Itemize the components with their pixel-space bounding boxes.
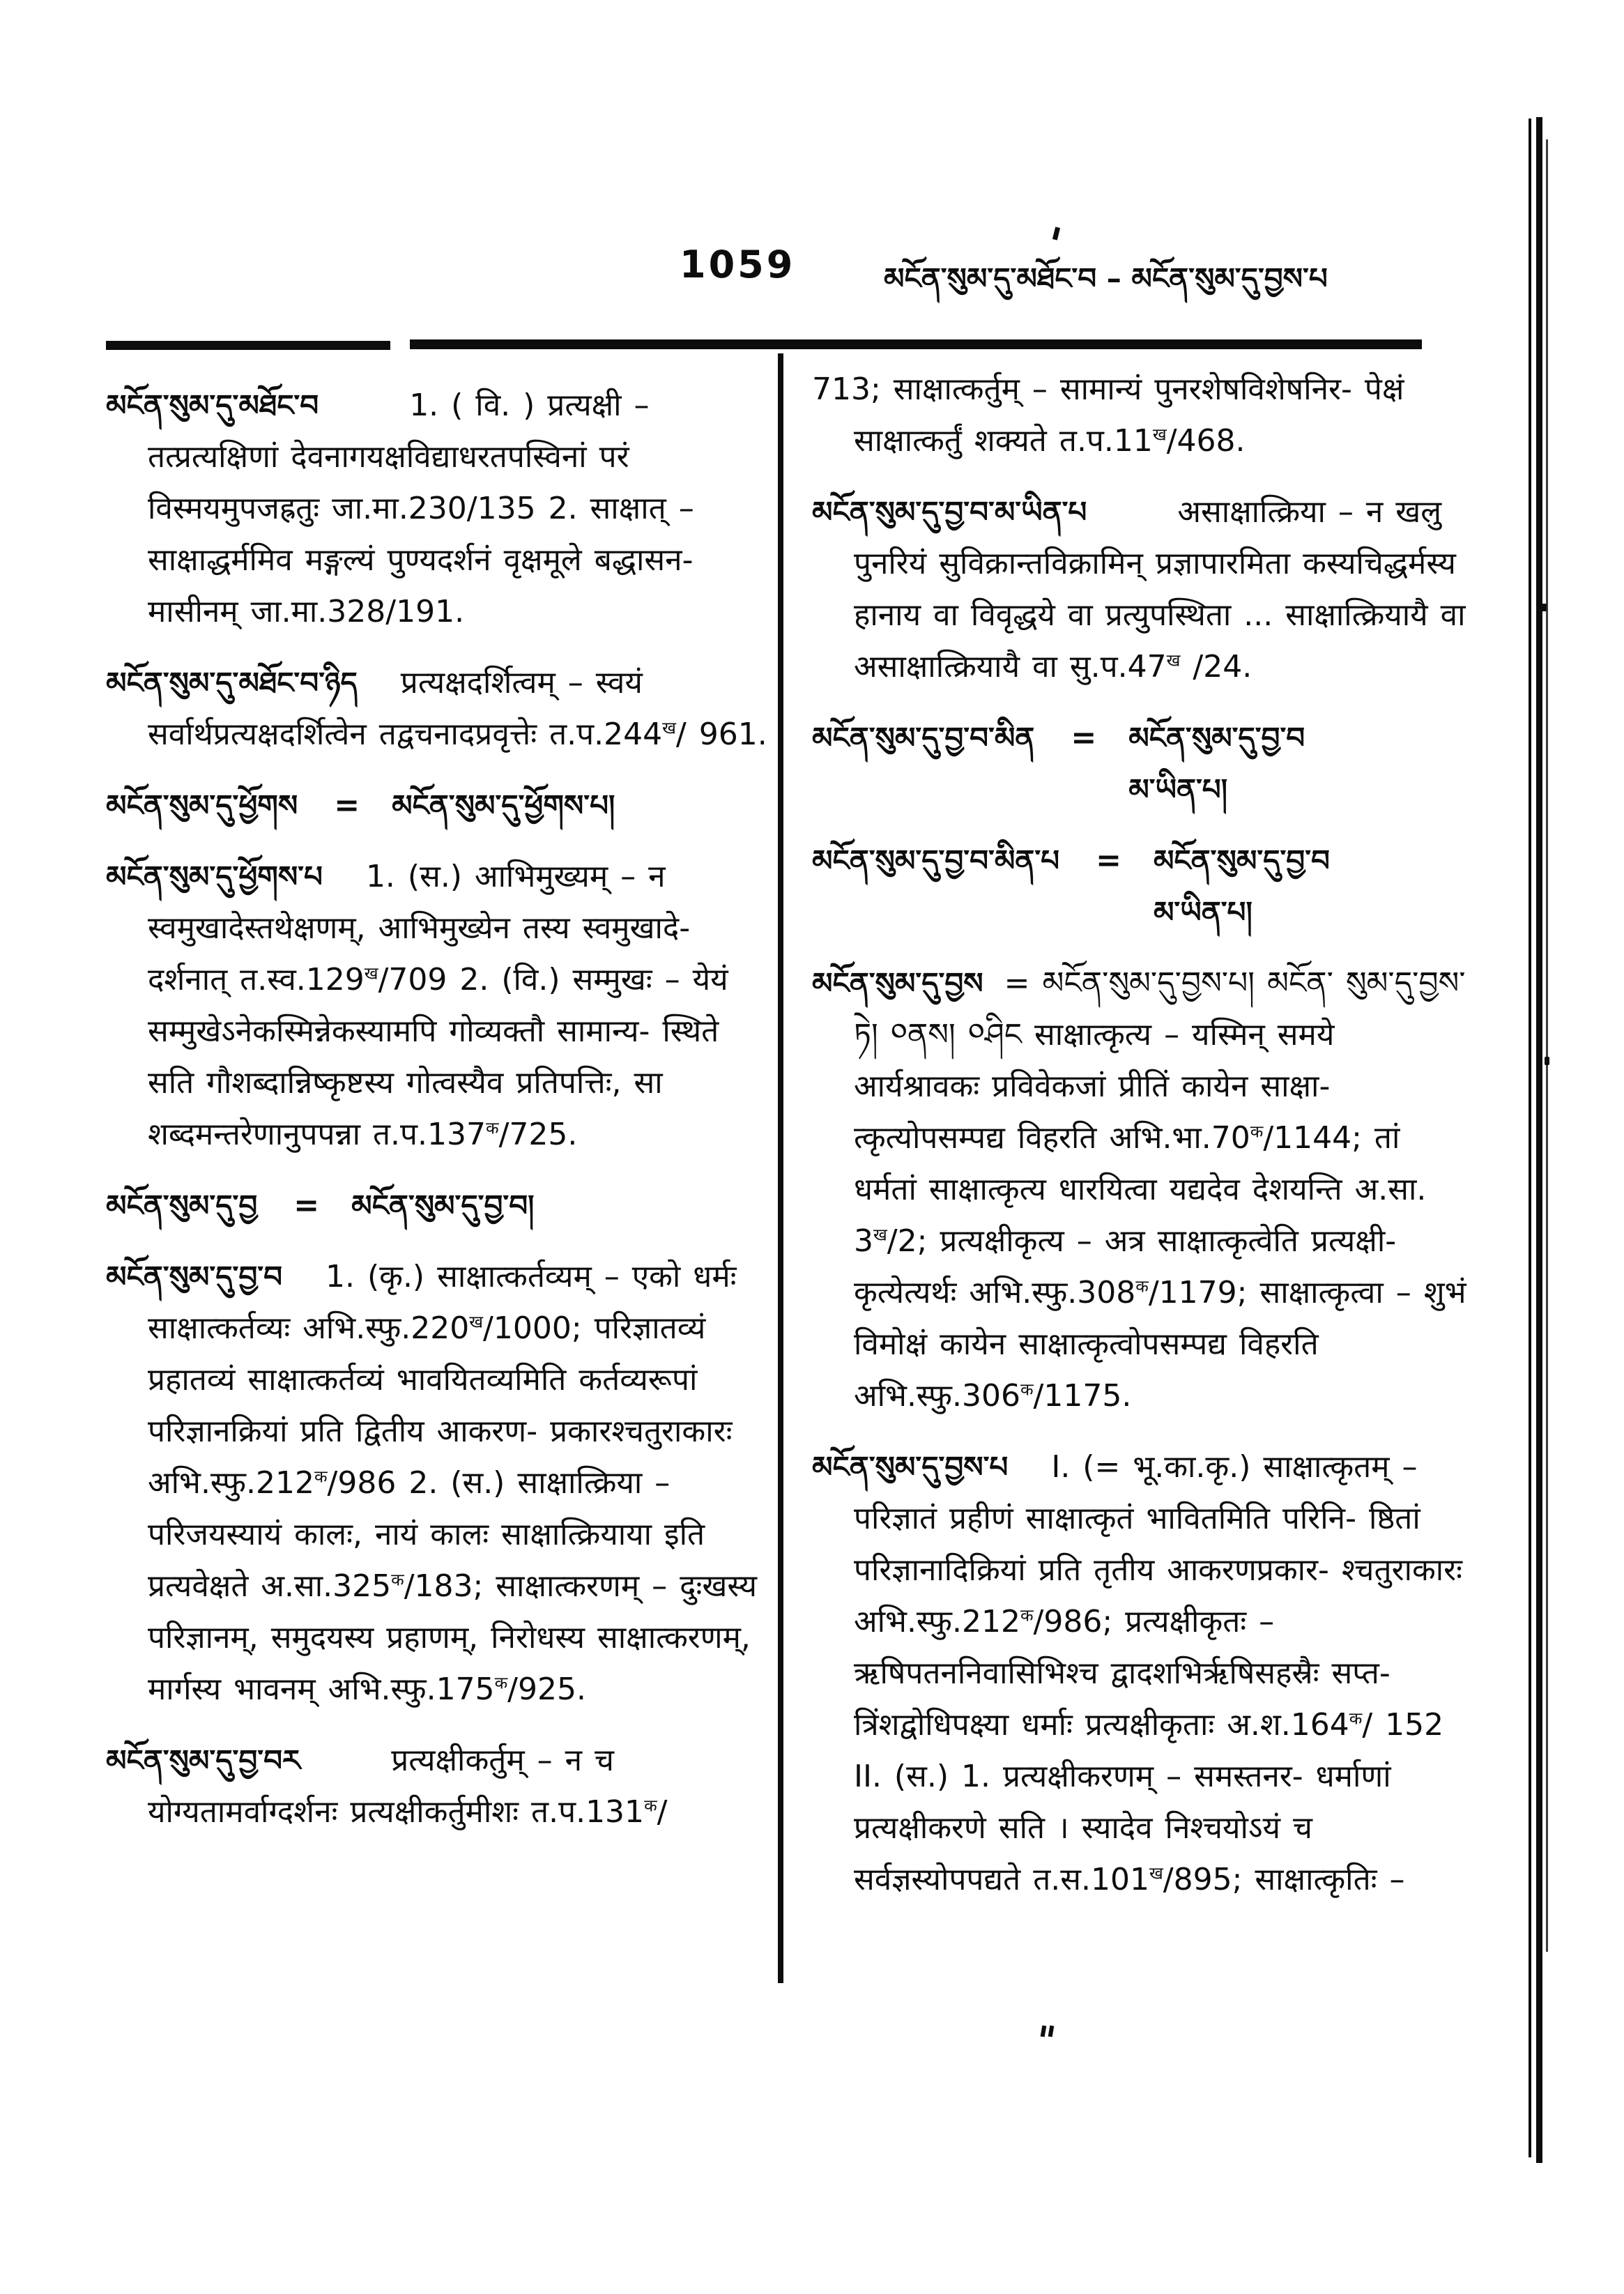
tibetan-headword: མངོན་སུམ་དུ་བྱས: [812, 966, 983, 1000]
entry-definition: 1. ( वि. ) प्रत्यक्षी – तत्प्रत्यक्षिणां देवनागयक्षविद्याधरतपस्विनां परं विस्मयमुपजह्रतुः जा.मा.230/135 2. साक्षात् – साक्षाद्धर्ममिव मङ्गल्यं पुण्यदर्शनं वृक्षमूले बद्धासन- मासीनम् जा.मा.328/191.: [148, 388, 694, 629]
running-head: མངོན་སུམ་དུ་མཐོང་བ – མངོན་སུམ་དུ་བྱས་པ: [884, 261, 1328, 296]
equals-sign: =: [1096, 843, 1121, 878]
entry-definition: प्रत्यक्षीकर्तुम् – न च योग्यतामर्वाग्दर्शनः प्रत्यक्षीकर्तुमीशः $त.प.131^क/$: [148, 1743, 668, 1830]
scan-artifact: [1048, 2026, 1055, 2037]
cross-reference: མངོན་སུམ་དུ་བྱ་བ མ་ཡིན་པ།: [1128, 721, 1305, 806]
tibetan-headword: མངོན་སུམ་དུ་བྱ་བ: [106, 1260, 283, 1294]
tibetan-headword: མངོན་སུམ་དུ་བྱ: [106, 1188, 258, 1223]
right-column: [812, 364, 1471, 1925]
column-divider: [778, 353, 783, 1983]
entry-definition: 1. (स.) आभिमुख्यम् – न स्वमुखादेस्तथेक्षणम्, आभिमुख्येन तस्य स्वमुखादे- दर्शनात् $त.स्व.129^ख/709$ 2. (वि.) सम्मुखः – येयं सम्मुखेऽनेकस्मिन्नेकस्यामपि गोव्यक्तौ सामान्य- स्थिते सति गौशब्दान्निष्कृष्टस्य गोत्वस्यैव प्रतिपत्तिः, सा शब्दमन्तरेणानुपपन्ना $त.प.137^क/725$.: [148, 859, 728, 1152]
page-edge-line: [1529, 118, 1531, 2157]
tibetan-headword: མངོན་སུམ་དུ་མཐོང་བ: [106, 388, 319, 422]
dictionary-entry: [106, 380, 769, 638]
dictionary-entry: [106, 1735, 769, 1838]
tibetan-headword: མངོན་སུམ་དུ་མཐོང་བ་ཉིད: [106, 666, 358, 700]
left-column: [106, 380, 769, 1858]
page-edge-line: [1536, 117, 1542, 2163]
equals-sign: =: [334, 788, 360, 823]
entry-definition: = མངོན་སུམ་དུ་བྱས་པ། མངོན་ སུམ་དུ་བྱས་ཏེ། ༠ནས། ༠ཤིང साक्षात्कृत्य – यस्मिन् समये आर्यश्रावकः प्रविवेकजां प्रीतिं कायेन साक्षा- त्कृत्योपसम्पद्य विहरति $अभि.भा.70^क/1144$; तां धर्मतां साक्षात्कृत्य धारयित्वा यद्यदेव देशयन्ति अ.सा. $3^ख/2$; प्रत्यक्षीकृत्य – अत्र साक्षात्कृत्वेति प्रत्यक्षी- कृत्येत्यर्थः $अभि.स्फु.308^क/1179$; साक्षात्कृत्वा – शुभं विमोक्षं कायेन साक्षात्कृत्वोपसम्पद्य विहरति $अभि.स्फु.306^क/1175$.: [854, 965, 1466, 1414]
entry-definition: I. (= भू.का.कृ.) साक्षात्कृतम् – परिज्ञातं प्रहीणं साक्षात्कृतं भावितमिति परिनि- ष्ठितां परिज्ञानादिक्रियां प्रति तृतीय आकरणप्रकार- श्चतुराकारः $अभि.स्फु.212^क/986$; प्रत्यक्षीकृतः – ऋषिपतननिवासिभिश्च द्वादशभिर्ऋषिसहस्रैः सप्त- त्रिंशद्वोधिपक्ष्या धर्माः प्रत्यक्षीकृताः $अ.श.164^क/$ 152 II. (स.) 1. प्रत्यक्षीकरणम् – समस्तनर- धर्माणां प्रत्यक्षीकरणे सति । स्यादेव निश्चयोऽयं च सर्वज्ञस्योपपद्यते $त.स.101^ख/895$; साक्षात्कृतिः –: [854, 1449, 1463, 1897]
cross-reference: མངོན་སུམ་དུ་བྱ་བ མ་ཡིན་པ།: [1153, 843, 1330, 929]
equals-sign: =: [293, 1188, 320, 1223]
header-rule-right-segment: [410, 339, 1422, 349]
dictionary-entry-cross-reference: [106, 1180, 769, 1232]
dictionary-entry: [106, 1251, 769, 1715]
dictionary-entry-cross-reference: [812, 835, 1471, 938]
tibetan-headword: མངོན་སུམ་དུ་བྱས་པ: [812, 1450, 1009, 1484]
dictionary-entry: [106, 657, 769, 760]
tibetan-headword: མངོན་སུམ་དུ་བྱ་བ་མིན་པ: [812, 843, 1060, 878]
tibetan-headword: མངོན་སུམ་དུ་བྱ་བ་མིན: [812, 721, 1035, 755]
scan-artifact: [1041, 2026, 1047, 2037]
dictionary-entry: [106, 851, 769, 1161]
equals-sign: =: [1071, 720, 1097, 756]
cross-reference: མངོན་སུམ་དུ་བྱ་བ།: [351, 1188, 535, 1223]
dictionary-entry: [812, 1442, 1471, 1906]
dictionary-entry: [812, 958, 1471, 1422]
tibetan-headword: མངོན་སུམ་དུ་ཕྱོགས་པ: [106, 859, 323, 894]
page-number: 1059: [680, 243, 796, 286]
tibetan-headword: མངོན་སུམ་དུ་ཕྱོགས: [106, 788, 298, 823]
entry-continuation: [812, 364, 1471, 467]
entry-definition: प्रत्यक्षदर्शित्वम् – स्वयं सर्वार्थप्रत्यक्षदर्शित्वेन तद्वचनादप्रवृत्तेः $त.प.244^ख/$ 961.: [148, 665, 767, 752]
entry-definition: 1. (कृ.) साक्षात्कर्तव्यम् – एको धर्मः साक्षात्कर्तव्यः $अभि.स्फु.220^ख/1000$; परिज्ञातव्यं प्रहातव्यं साक्षात्कर्तव्यं भावयितव्यमिति कर्तव्यरूपां परिज्ञानक्रियां प्रति द्वितीय आकरण- प्रकारश्चतुराकारः $अभि.स्फु.212^क/986$ 2. (स.) साक्षात्क्रिया – परिजयस्यायं कालः, नायं कालः साक्षात्क्रियाया इति प्रत्यवेक्षते $अ.सा.325^क/183$; साक्षात्करणम् – दुःखस्य परिज्ञानम्, समुदयस्य प्रहाणम्, निरोधस्य साक्षात्करणम्, मार्गस्य भावनम् $अभि.स्फु.175^क/925$.: [148, 1259, 758, 1707]
scan-artifact: [1052, 227, 1060, 240]
tibetan-headword: མངོན་སུམ་དུ་བྱ་བ་མ་ཡིན་པ: [812, 495, 1087, 529]
header-rule-left-segment: [106, 341, 390, 350]
dictionary-entry-cross-reference: [106, 780, 769, 832]
entry-definition: 713; साक्षात्कर्तुम् – सामान्यं पुनरशेषविशेषनिर- पेक्षं साक्षात्कर्तुं शक्यते $त.प.11^ख/468$.: [812, 372, 1404, 459]
dictionary-entry-cross-reference: [812, 712, 1471, 816]
entry-definition: असाक्षात्क्रिया – न खलु पुनरियं सुविक्रान्तविक्रामिन् प्रज्ञापारमिता कस्यचिद्धर्मस्य हानाय वा विवृद्धये वा प्रत्युपस्थिता ... साक्षात्क्रियायै वा असाक्षात्क्रियायै वा $सु.प.47^ख$ /24.: [854, 494, 1466, 685]
cross-reference: མངོན་སུམ་དུ་ཕྱོགས་པ།: [392, 788, 615, 823]
scan-artifact: [1545, 1057, 1549, 1065]
tibetan-headword: མངོན་སུམ་དུ་བྱ་བར: [106, 1743, 301, 1777]
page-edge-line: [1546, 139, 1548, 1952]
scan-artifact: [1542, 604, 1547, 611]
dictionary-entry: [812, 487, 1471, 693]
